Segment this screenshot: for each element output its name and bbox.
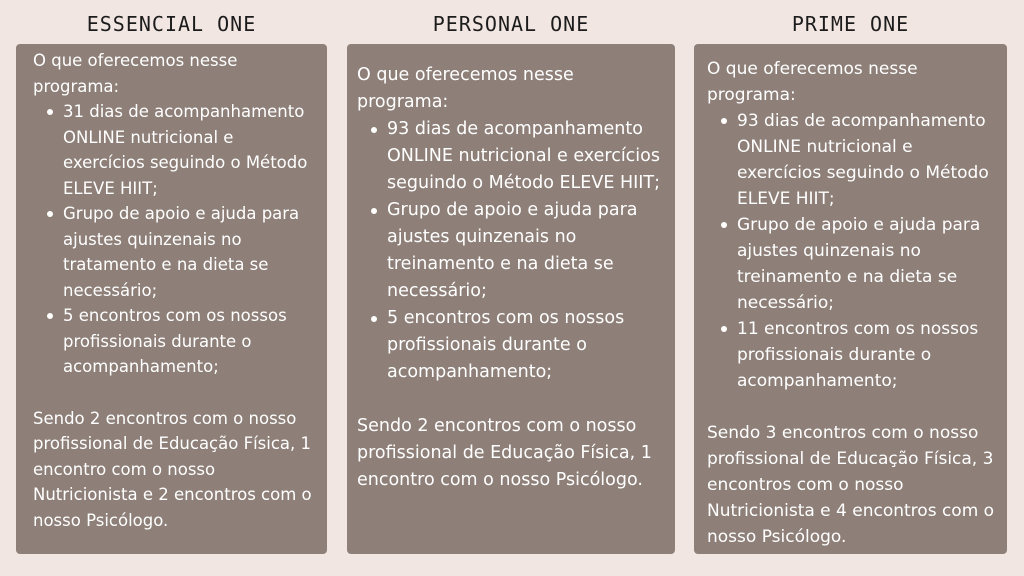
plan-card-prime-one <box>694 44 1007 554</box>
plan-title-essencial-one: ESSENCIAL ONE <box>86 12 257 36</box>
plan-benefit-item: Grupo de apoio e ajuda para ajustes quinzenais no treinamento e na dieta se necessário; <box>387 197 665 305</box>
plan-benefits-list <box>33 99 317 380</box>
plan-title-personal-one: PERSONAL ONE <box>432 12 590 36</box>
plan-meetings-note: Sendo 3 encontros com o nosso profissional de Educação Física, 3 encontros com o nosso Nutricionista e 4 encontros com o nosso Psicólogo. <box>707 423 995 547</box>
plan-benefit-item: 31 dias de acompanhamento ONLINE nutricional e exercícios seguindo o Método ELEVE HIIT; <box>63 99 317 201</box>
plan-benefits-list <box>357 116 665 386</box>
plan-intro: O que oferecemos nesse programa: <box>33 51 238 96</box>
plan-title-prime-one: PRIME ONE <box>791 12 910 36</box>
plan-benefit-item: 93 dias de acompanhamento ONLINE nutricional e exercícios seguindo o Método ELEVE HIIT; <box>737 108 999 212</box>
plan-intro: O que oferecemos nesse programa: <box>357 65 574 112</box>
plan-benefit-item: Grupo de apoio e ajuda para ajustes quinzenais no treinamento e na dieta se necessário; <box>737 212 999 316</box>
plan-card-personal-one <box>347 44 675 554</box>
plan-card-essencial-one <box>16 44 327 554</box>
plan-benefit-item: Grupo de apoio e ajuda para ajustes quinzenais no tratamento e na dieta se necessário; <box>63 201 317 303</box>
plan-benefits-list <box>707 108 999 394</box>
plan-benefit-item: 11 encontros com os nossos profissionais durante o acompanhamento; <box>737 316 999 394</box>
plan-meetings-note: Sendo 2 encontros com o nosso profissional de Educação Física, 1 encontro com o nosso Psicólogo. <box>357 416 652 490</box>
plan-benefit-item: 93 dias de acompanhamento ONLINE nutricional e exercícios seguindo o Método ELEVE HIIT; <box>387 116 665 197</box>
plan-intro: O que oferecemos nesse programa: <box>707 59 918 105</box>
plan-meetings-note: Sendo 2 encontros com o nosso profissional de Educação Física, 1 encontro com o nosso Nutricionista e 2 encontros com o nosso Psicólogo. <box>33 408 312 530</box>
plan-benefit-item: 5 encontros com os nossos profissionais durante o acompanhamento; <box>387 305 665 386</box>
plan-benefit-item: 5 encontros com os nossos profissionais durante o acompanhamento; <box>63 303 317 380</box>
